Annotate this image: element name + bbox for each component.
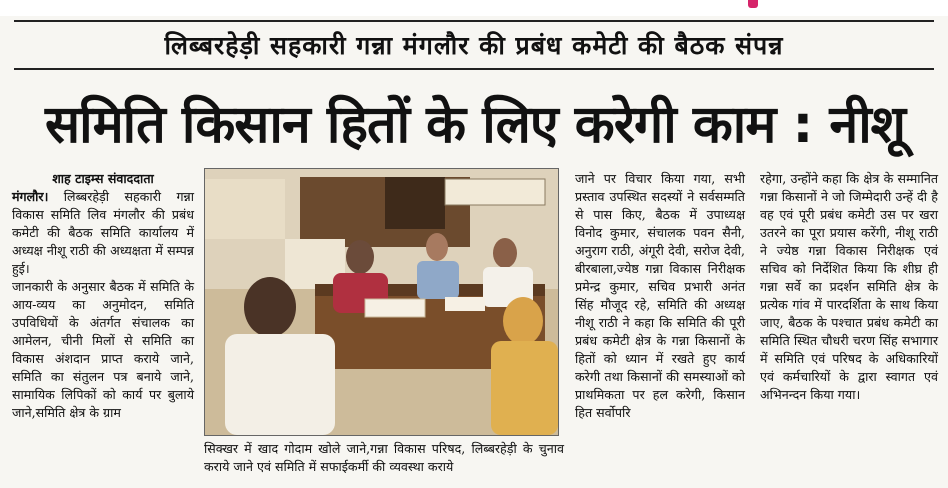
meeting-photo	[204, 168, 559, 436]
main-headline-box	[12, 80, 938, 164]
page-top-strip	[0, 0, 948, 16]
byline: शाह टाइम्स संवाददाता	[52, 171, 154, 186]
main-headline: समिति किसान हितों के लिए करेगी काम : नीशू	[44, 94, 906, 155]
paragraph-2: जानकारी के अनुसार बैठक में समिति के आय-व्यय का अनुमोदन, समिति उपविधियों के अंतर्गत संचालक का आमेलन, चीनी मिलों से समिति का विकास अंशदान प्राप्त कराये जाने, समिति का संतुलन पत्र बनाये जाने, सामायिक लिपिकों को कार्य पर बुलाये जाने,समिति क्षेत्र के ग्राम	[12, 279, 194, 420]
text-below-photo: सिक्खर में खाद गोदाम खोले जाने,गन्ना विकास परिषद, लिब्बरहेड़ी के चुनाव कराये जाने एवं समिति में सफाईकर्मी की व्यवस्था कराये	[204, 441, 564, 474]
article-column-1	[12, 170, 194, 422]
lead-paragraph	[12, 188, 194, 278]
article-column-4: रहेगा, उन्होंने कहा कि क्षेत्र के सम्मानित गन्ना किसानों ने जो जिम्मेदारी उन्हें दी है वह एवं पूरी प्रबंध कमेटी उस पर खरा उतरने का पूरा प्रयास करेंगी, नीशू राठी ने ज्येष्ठ गन्ना विकास निरीक्षक एवं सचिव को निर्देशित किया कि शीघ्र ही गन्ना सर्वे का प्रदर्शन समिति क्षेत्र के प्रत्येक गांव में पारदर्शिता के साथ किया जाए, बैठक के पश्चात प्रबंध कमेटी का समिति स्थित चौधरी चरण सिंह सभागार में समिति एवं परिषद के अधिकारियों एवं कर्मचारियों के द्वारा स्वागत एवं अभिनन्दन किया गया।	[760, 171, 938, 402]
brand-accent-mark	[748, 0, 758, 8]
strap-headline: लिब्बरहेड़ी सहकारी गन्ना मंगलौर की प्रबंध कमेटी की बैठक संपन्न	[164, 31, 784, 60]
dateline: मंगलौर।	[12, 189, 49, 204]
meeting-photo-illustration	[205, 169, 558, 435]
article-column-3: जाने पर विचार किया गया, सभी प्रस्ताव उपस्थित सदस्यों ने सर्वसम्मति से पास किए, बैठक में उपाध्यक्ष विनोद कुमार, संचालक पवन सैनी, अनुराग राठी, अंगूरी देवी, सरोज देवी, बीरबाला,ज्येष्ठ गन्ना विकास निरीक्षक प्रमेन्द्र कुमार, सचिव प्रभारी अनंत सिंह मौजूद रहे, समिति की अध्यक्ष नीशू राठी ने कहा कि समिति की पूरी प्रबंध कमेटी क्षेत्र के गन्ना किसानों के हितों को ध्यान में रखते हुए कार्य करेगी तथा किसानों की समस्याओं को प्राथमिकता पर हल करेगी, किसान हित सर्वोपरि	[575, 171, 745, 420]
lead-text: लिब्बरहेड़ी सहकारी गन्ना विकास समिति लिव मंगलौर की प्रबंध कमेटी की बैठक समिति कार्यालय में अध्यक्ष नीशू राठी की अध्यक्षता में सम्पन्न हुई।	[12, 189, 194, 276]
strap-headline-box	[14, 20, 934, 70]
